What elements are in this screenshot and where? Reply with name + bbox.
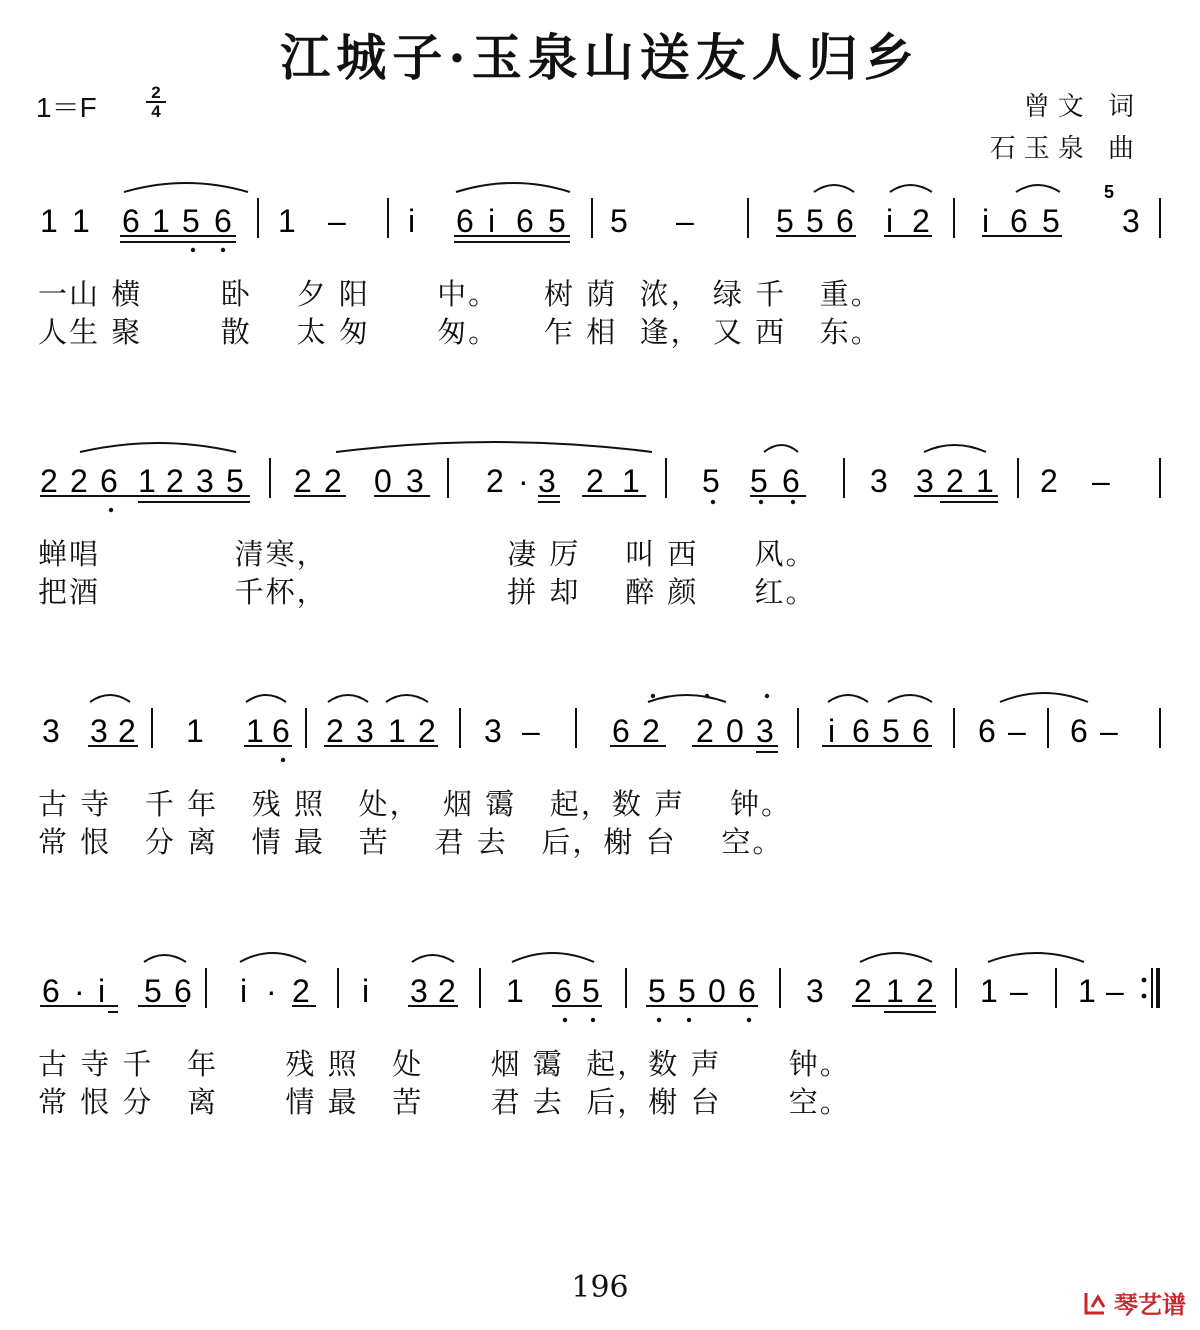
svg-text:6: 6 [852,713,870,749]
verse-2-lyrics: 把酒 千杯， 拼 却 醉 颜 红。 [38,575,817,609]
svg-text:3: 3 [1122,203,1140,239]
svg-text:3: 3 [406,463,424,499]
watermark-logo-icon [1082,1289,1110,1317]
notation-marks [36,690,1176,760]
svg-text:5: 5 [1042,203,1060,239]
svg-text:1: 1 [980,973,998,1009]
svg-text:1: 1 [506,973,524,1009]
svg-text:2: 2 [418,713,436,749]
time-signature-bottom: 4 [151,102,161,121]
svg-text:5: 5 [1104,182,1115,202]
svg-text:2: 2 [118,713,136,749]
svg-text:2: 2 [438,973,456,1009]
page-number: 196 [571,1270,629,1305]
svg-text:3: 3 [410,973,428,1009]
svg-text:5: 5 [806,203,824,239]
svg-text:–: – [676,203,694,239]
svg-text:0: 0 [708,973,726,1009]
svg-text:·: · [518,463,529,499]
svg-text:3: 3 [90,713,108,749]
score-title: 江城子·玉泉山送友人归乡 [280,28,920,87]
svg-text:–: – [1100,713,1118,749]
svg-text:2: 2 [912,203,930,239]
verse-1-lyrics: 一山 横 卧 夕 阳 中。 树 荫 浓， 绿 千 重。 [38,277,882,311]
svg-text:5: 5 [144,973,162,1009]
svg-text:i: i [488,203,496,239]
svg-text:6: 6 [738,973,756,1009]
svg-text:2: 2 [642,713,660,749]
svg-text:2: 2 [586,463,604,499]
svg-text:6: 6 [42,973,60,1009]
svg-text:6: 6 [978,713,996,749]
svg-text:1: 1 [186,713,204,749]
svg-text:–: – [522,713,540,749]
svg-text:–: – [1106,973,1124,1009]
svg-text:1: 1 [278,203,296,239]
svg-text:2: 2 [486,463,504,499]
svg-text:5: 5 [610,203,628,239]
svg-text:6: 6 [214,203,232,239]
svg-text:1: 1 [388,713,406,749]
svg-text:2: 2 [166,463,184,499]
notation-line [36,440,1176,510]
svg-text:–: – [1008,713,1026,749]
svg-text:i: i [886,203,894,239]
svg-text:3: 3 [806,973,824,1009]
svg-text:5: 5 [678,973,696,1009]
svg-text:3: 3 [196,463,214,499]
svg-text:2: 2 [292,973,310,1009]
svg-text:–: – [1010,973,1028,1009]
svg-text:i: i [828,713,836,749]
svg-text:6: 6 [1070,713,1088,749]
svg-text:3: 3 [42,713,60,749]
svg-text:i: i [240,973,248,1009]
svg-text:2: 2 [946,463,964,499]
notation-marks [36,950,1176,1020]
svg-text:5: 5 [882,713,900,749]
svg-text:·: · [74,973,85,1009]
svg-text:5: 5 [582,973,600,1009]
verse-2-lyrics: 人生 聚 散 太 匆 匆。 乍 相 逢， 又 西 东。 [38,315,882,349]
svg-text:5: 5 [226,463,244,499]
notation-marks [36,440,1176,510]
svg-text:–: – [1092,463,1110,499]
svg-text:6: 6 [612,713,630,749]
verse-1-lyrics: 蝉唱 清寒， 凄 厉 叫 西 风。 [38,537,817,571]
svg-text:6: 6 [272,713,290,749]
svg-text:2: 2 [854,973,872,1009]
svg-text:3: 3 [484,713,502,749]
svg-text:i: i [408,203,416,239]
svg-text:6: 6 [554,973,572,1009]
svg-text:·: · [266,973,277,1009]
svg-text:1: 1 [152,203,170,239]
svg-text:2: 2 [294,463,312,499]
svg-text:2: 2 [40,463,58,499]
svg-text:1: 1 [40,203,58,239]
verse-2-lyrics: 常 恨 分 离 情 最 苦 君 去 后，榭 台 空。 [38,825,784,859]
svg-text:3: 3 [870,463,888,499]
svg-text:2: 2 [696,713,714,749]
svg-text:6: 6 [100,463,118,499]
watermark-text: 琴艺谱 [1114,1291,1186,1319]
svg-text:i: i [982,203,990,239]
svg-text:1: 1 [72,203,90,239]
notation-line [36,180,1176,250]
notation-marks [36,180,1176,250]
svg-text:2: 2 [326,713,344,749]
verse-2-lyrics: 常 恨 分 离 情 最 苦 君 去 后，榭 台 空。 [38,1085,851,1119]
site-watermark [1082,1285,1186,1320]
svg-text:6: 6 [516,203,534,239]
svg-text:i: i [98,973,106,1009]
composer-credit: 石玉泉 曲 [989,134,1142,164]
svg-text:6: 6 [836,203,854,239]
svg-text:1: 1 [138,463,156,499]
svg-text:2: 2 [324,463,342,499]
svg-text:0: 0 [726,713,744,749]
svg-text:6: 6 [122,203,140,239]
lyricist-credit: 曾文 词 [1023,92,1142,122]
svg-text:5: 5 [648,973,666,1009]
verse-1-lyrics: 古 寺 千 年 残 照 处 烟 霭 起，数 声 钟。 [38,1047,851,1081]
svg-text:0: 0 [374,463,392,499]
svg-text:5: 5 [776,203,794,239]
key-signature: 1＝F [36,92,97,123]
svg-text:6: 6 [912,713,930,749]
time-signature [144,84,168,120]
svg-text:i: i [362,973,370,1009]
svg-text:5: 5 [702,463,720,499]
svg-text:1: 1 [886,973,904,1009]
verse-1-lyrics: 古 寺 千 年 残 照 处， 烟 霭 起，数 声 钟。 [38,787,793,821]
svg-text:6: 6 [782,463,800,499]
svg-text:–: – [328,203,346,239]
svg-text:3: 3 [916,463,934,499]
svg-text:2: 2 [916,973,934,1009]
svg-text:6: 6 [456,203,474,239]
svg-text:1: 1 [976,463,994,499]
svg-text:5: 5 [182,203,200,239]
svg-text:6: 6 [1010,203,1028,239]
notation-line [36,950,1176,1020]
svg-text:1: 1 [1078,973,1096,1009]
svg-text:2: 2 [1040,463,1058,499]
svg-text:2: 2 [70,463,88,499]
svg-text:3: 3 [538,463,556,499]
svg-text:1: 1 [246,713,264,749]
time-signature-top: 2 [151,83,161,102]
svg-text:5: 5 [548,203,566,239]
svg-text:1: 1 [622,463,640,499]
svg-text:3: 3 [356,713,374,749]
svg-text:5: 5 [750,463,768,499]
notation-line [36,690,1176,760]
svg-text:3: 3 [756,713,774,749]
svg-text:6: 6 [174,973,192,1009]
